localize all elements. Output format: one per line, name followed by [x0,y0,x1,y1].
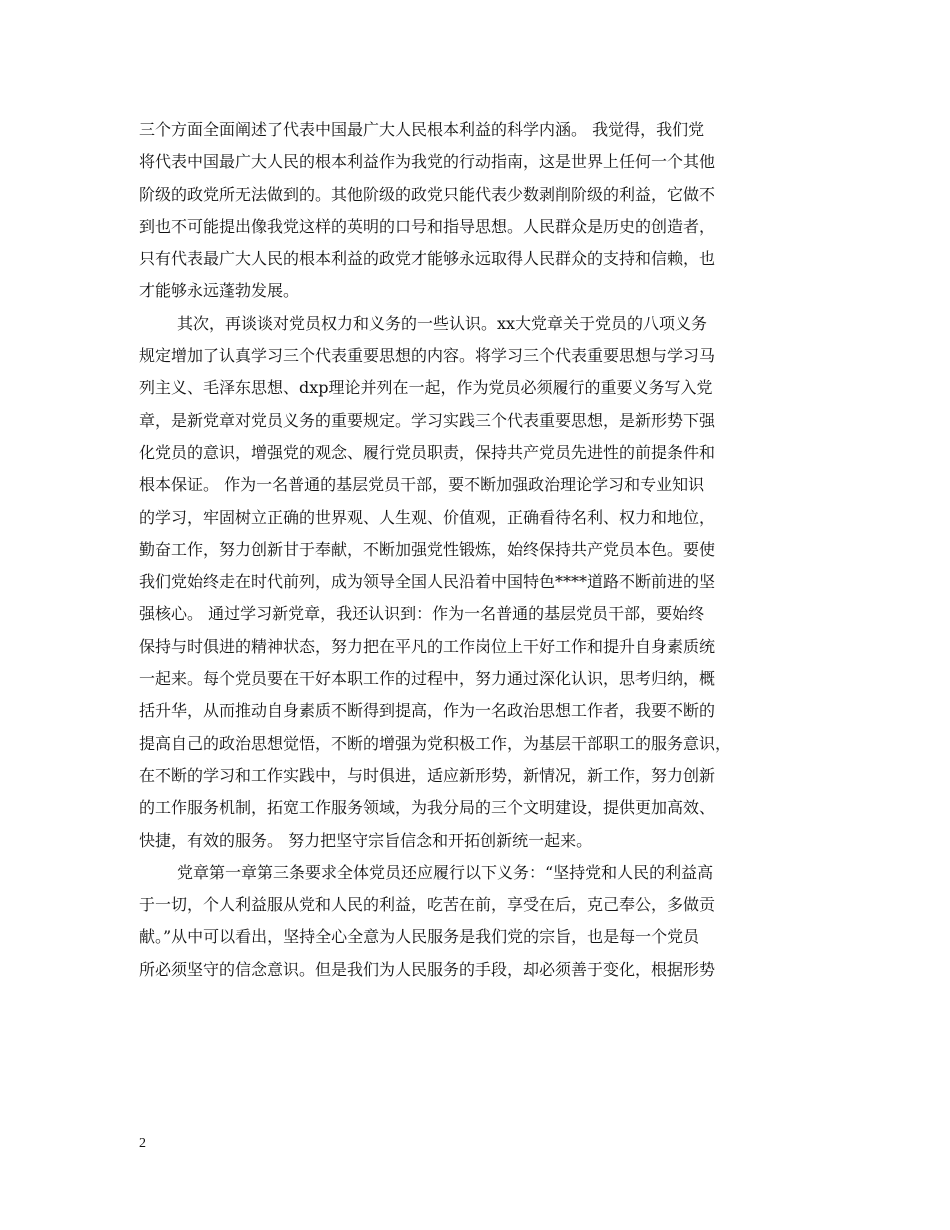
text-line: 在不断的学习和工作实践中，与时俱进，适应新形势，新情况，新工作，努力创新 [139,765,716,785]
text-line: 献。”从中可以看出，坚持全心全意为人民服务是我们党的宗旨，也是每一个党员 [139,927,700,947]
text-line: 我们党始终走在时代前列，成为领导全国人民沿着中国特色****道路不断前进的坚 [139,572,716,592]
text-line: 章，是新党章对党员义务的重要规定。学习实践三个代表重要思想，是新形势下强 [139,410,716,430]
text-line: 勤奋工作，努力创新甘于奉献，不断加强党性锻炼，始终保持共产党员本色。要使 [139,539,716,559]
text-line: 强核心。 通过学习新党章，我还认识到：作为一名普通的基层党员干部，要始终 [139,604,705,624]
text-line: 于一切，个人利益服从党和人民的利益，吃苦在前，享受在后，克己奉公，多做贡 [139,895,716,915]
paragraph-first-line: 党章第一章第三条要求全体党员还应履行以下义务：“坚持党和人民的利益高 [177,862,714,882]
text-line: 才能够永远蓬勃发展。 [139,281,300,301]
text-line: 根本保证。 作为一名普通的基层党员干部，要不断加强政治理论学习和专业知识 [139,475,705,495]
text-line: 到也不可能提出像我党这样的英明的口号和指导思想。人民群众是历史的创造者， [139,216,716,236]
text-line: 所必须坚守的信念意识。但是我们为人民服务的手段，却必须善于变化，根据形势 [139,959,716,979]
text-line: 保持与时俱进的精神状态，努力把在平凡的工作岗位上干好工作和提升自身素质统 [139,636,716,656]
text-line: 提高自己的政治思想觉悟，不断的增强为党积极工作，为基层干部职工的服务意识， [139,733,732,753]
text-line: 快捷，有效的服务。 努力把坚守宗旨信念和开拓创新统一起来。 [139,830,593,850]
text-line: 阶级的政党所无法做到的。其他阶级的政党只能代表少数剥削阶级的利益，它做不 [139,184,716,204]
body-text [139,114,829,986]
text-line: 括升华，从而推动自身素质不断得到提高，作为一名政治思想工作者，我要不断的 [139,701,716,721]
text-line: 三个方面全面阐述了代表中国最广大人民根本利益的科学内涵。 我觉得，我们党 [139,120,705,139]
paragraph-first-line: 其次，再谈谈对党员权力和义务的一些认识。xx大党章关于党员的八项义务 [177,313,708,333]
text-line: 的学习，牢固树立正确的世界观、人生观、价值观，正确看待名利、权力和地位， [139,507,716,527]
text-line: 一起来。每个党员要在干好本职工作的过程中，努力通过深化认识，思考归纳，概 [139,669,716,689]
text-line: 规定增加了认真学习三个代表重要思想的内容。将学习三个代表重要思想与学习马 [139,346,716,366]
text-line: 列主义、毛泽东思想、dxp理论并列在一起，作为党员必须履行的重要义务写入党 [139,378,713,398]
text-line: 将代表中国最广大人民的根本利益作为我党的行动指南，这是世界上任何一个其他 [139,152,716,172]
page-number: 2 [139,1136,146,1151]
text-line: 只有代表最广大人民的根本利益的政党才能够永远取得人民群众的支持和信赖，也 [139,249,716,269]
text-line: 化党员的意识，增强党的观念、履行党员职责，保持共产党员先进性的前提条件和 [139,442,716,462]
text-line: 的工作服务机制，拓宽工作服务领域，为我分局的三个文明建设，提供更加高效、 [139,798,716,818]
